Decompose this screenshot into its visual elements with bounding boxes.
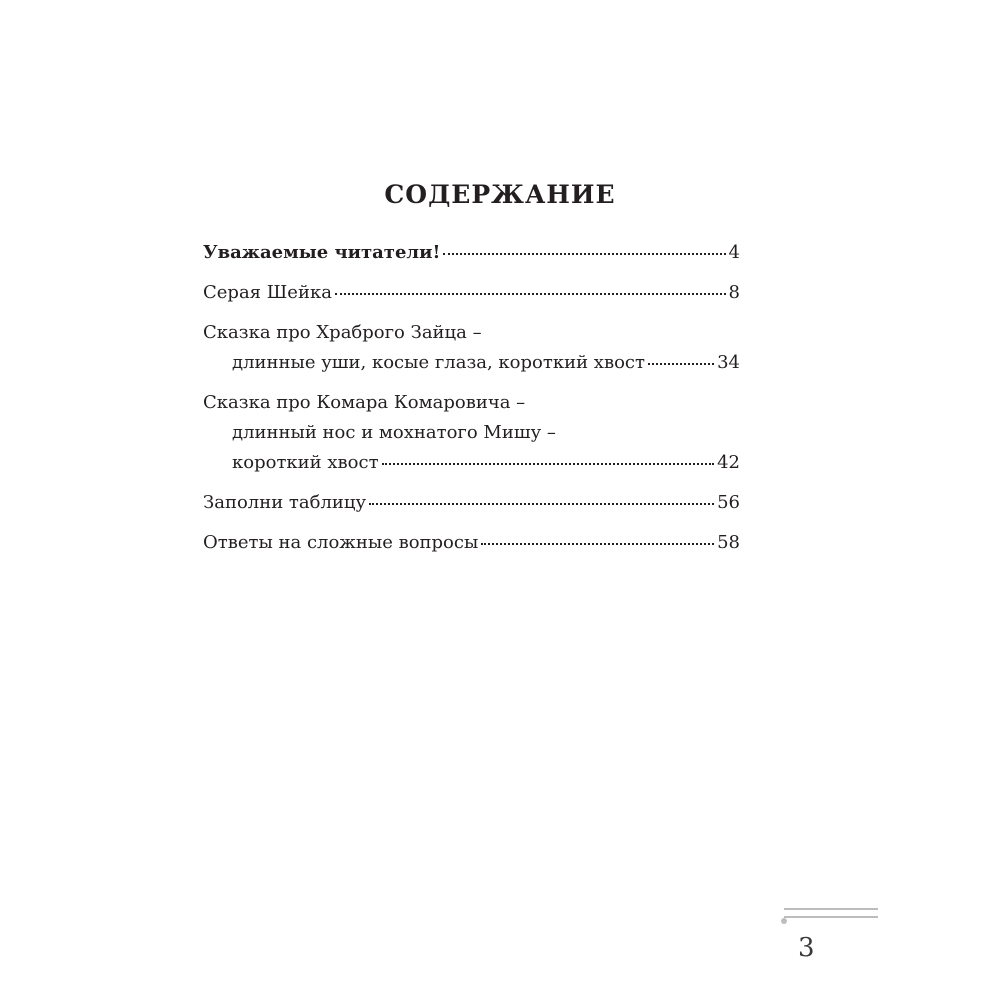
toc-entry-title: Заполни таблицу [203, 492, 367, 513]
toc-entry-line [203, 348, 740, 378]
toc-entry-line [203, 278, 740, 308]
dot-leader [335, 275, 726, 295]
toc-page-number: 8 [728, 282, 740, 303]
toc-entry [203, 528, 740, 558]
footer-ornament [778, 904, 878, 930]
toc-entry-title-continued: длинные уши, косые глаза, короткий хвост [232, 352, 645, 373]
toc-entry [203, 278, 740, 308]
toc-entry-title: Уважаемые читатели! [203, 242, 441, 263]
toc-entry-line [203, 528, 740, 558]
toc-entry-title: Ответы на сложные вопросы [203, 532, 479, 553]
toc-entry [203, 238, 740, 268]
toc-entry [203, 388, 740, 478]
toc-page-number: 34 [717, 352, 740, 373]
toc-entry-line [203, 238, 740, 268]
toc-entry [203, 488, 740, 518]
dot-leader [481, 525, 714, 545]
toc-entry-line [203, 448, 740, 478]
toc-entry-line [203, 418, 740, 448]
toc-entry-line [203, 318, 740, 348]
page-number: 3 [798, 933, 815, 963]
toc-entry-title: Сказка про Храброго Зайца – [203, 322, 482, 343]
toc-page-number: 58 [717, 532, 740, 553]
toc-page-number: 42 [717, 452, 740, 473]
toc-entry-title: Серая Шейка [203, 282, 332, 303]
dot-leader [443, 235, 725, 255]
ornament-dot [781, 918, 787, 924]
toc-page-number: 4 [728, 242, 740, 263]
dot-leader [369, 485, 714, 505]
dot-leader [382, 445, 715, 465]
toc-page-number: 56 [717, 492, 740, 513]
toc-entry-title-continued: длинный нос и мохнатого Мишу – [232, 422, 556, 443]
toc-entry-title-continued: короткий хвост [232, 452, 379, 473]
toc-entry-title: Сказка про Комара Комаровича – [203, 392, 526, 413]
toc-entry-line [203, 488, 740, 518]
page-title: СОДЕРЖАНИЕ [384, 180, 616, 209]
table-of-contents [203, 238, 740, 568]
dot-leader [648, 345, 714, 365]
toc-entry [203, 318, 740, 378]
toc-entry-line [203, 388, 740, 418]
